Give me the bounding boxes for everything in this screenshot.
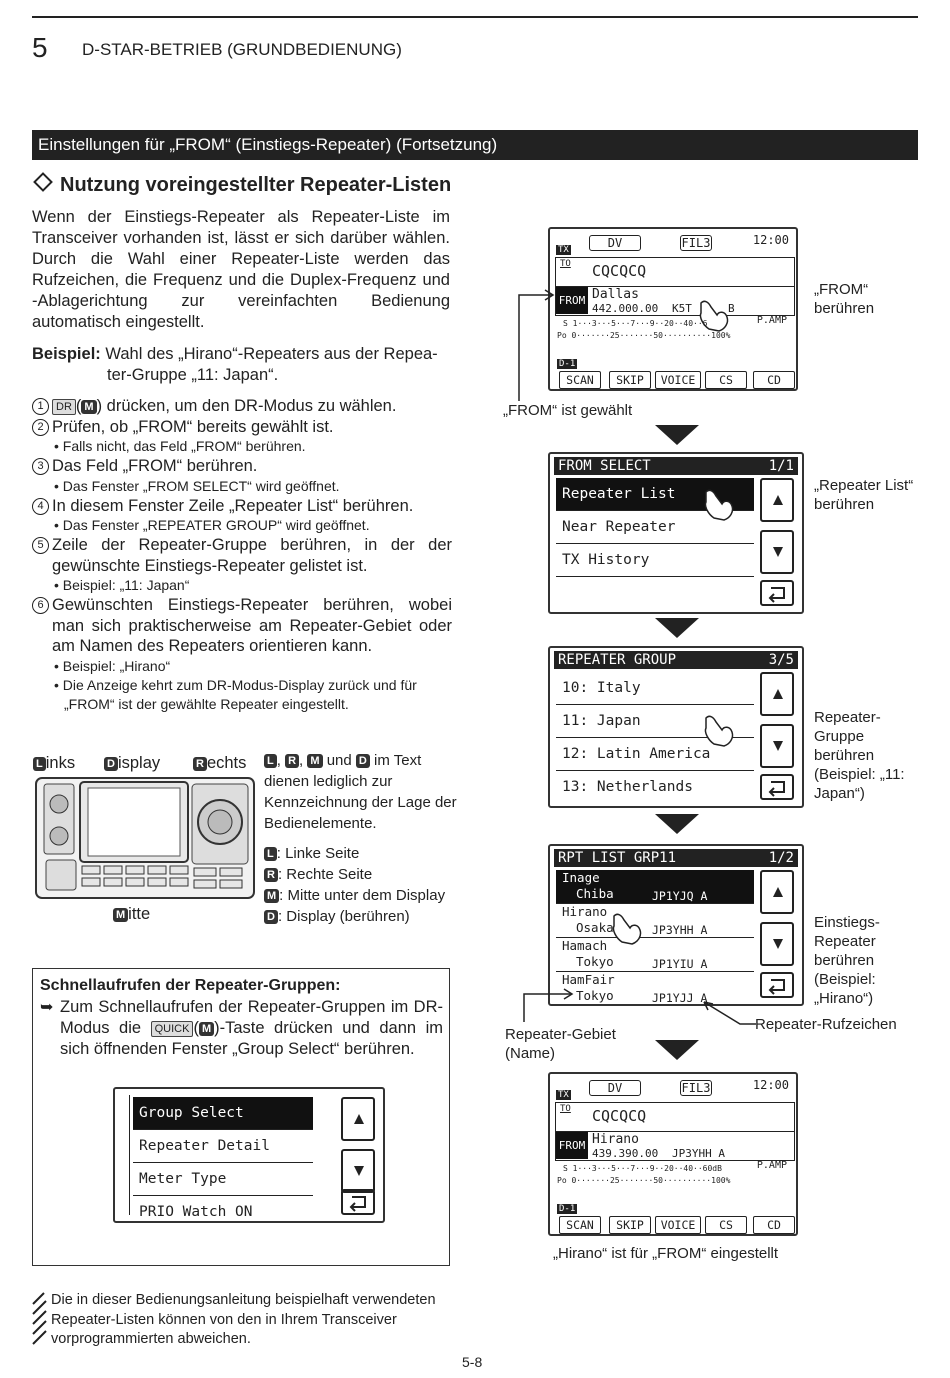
area-pointer-line — [520, 988, 580, 1024]
list-item-group[interactable]: 11: Japan — [556, 705, 754, 738]
repeater-area: Chiba — [576, 886, 614, 901]
cd-button[interactable]: CD — [753, 371, 795, 389]
quick-menu-item-prio-watch[interactable]: PRIO Watch ON — [139, 1204, 253, 1220]
from-select-side — [760, 478, 796, 606]
repeater-callsign-label: Repeater-Rufzeichen — [755, 1016, 897, 1033]
r-key-icon: R — [285, 754, 299, 768]
dr-screen-before — [548, 227, 798, 391]
dr-screen-after — [548, 1072, 798, 1236]
up-arrow-icon — [773, 887, 783, 897]
m-key-icon: M — [81, 400, 96, 414]
s-meter-scale: S 1···3···5···7···9··20··40··60dB — [563, 1164, 722, 1173]
down-arrow-icon — [773, 741, 783, 751]
legend-text: : Rechte Seite — [277, 866, 373, 883]
touch-hand-icon — [700, 484, 740, 524]
step-sub: • Beispiel: „Hirano“ — [54, 657, 171, 674]
step — [32, 496, 452, 536]
quick-menu-screen — [113, 1087, 385, 1223]
quick-text-a: Zum Schnellaufrufen der Repeater-Gruppen im DR-Modus die — [60, 998, 443, 1037]
legend-text: : Linke Seite — [276, 845, 360, 862]
from-label: FROM — [556, 1132, 588, 1159]
back-arrow-icon — [762, 974, 792, 996]
quick-box-title: Schnellaufrufen der Repeater-Gruppen: — [40, 977, 341, 994]
step-number: 4 — [32, 498, 49, 515]
dv-mode-badge: DV — [589, 1080, 641, 1096]
mitte-label — [113, 905, 150, 924]
note-hatch-icon — [32, 1292, 48, 1346]
links-text: inks — [45, 754, 76, 772]
step-text: Das Feld „FROM“ berühren. — [52, 457, 258, 475]
back-arrow-icon — [762, 582, 792, 604]
scroll-up-button[interactable] — [760, 478, 794, 522]
step-text: Zeile der Repeater-Gruppe berühren, in der der gewünschte Einstiegs-Repeater gelistet ist. — [52, 536, 452, 575]
cs-button[interactable]: CS — [705, 371, 747, 389]
rpt-list-callout: Einstiegs-Repeater berühren (Beispiel: „Hirano“) — [814, 914, 880, 1007]
repeater-area: Osaka — [576, 920, 614, 935]
clock: 12:00 — [752, 233, 789, 247]
to-label: TO — [560, 1104, 571, 1114]
from-field[interactable] — [555, 1131, 795, 1161]
scroll-down-button[interactable] — [760, 530, 794, 574]
legend-text: : Display (berühren) — [277, 908, 410, 925]
step — [32, 456, 452, 496]
list-item-tx-history[interactable]: TX History — [556, 544, 754, 577]
to-label: TO — [560, 259, 571, 269]
filter-badge: FIL3 — [681, 1081, 711, 1095]
l-key-icon: L — [264, 847, 277, 861]
rpt-list-side — [760, 870, 796, 998]
legend-item — [264, 885, 464, 906]
down-arrow-icon — [655, 814, 699, 834]
chapter-number: 5 — [32, 32, 48, 63]
list-item-group[interactable]: 12: Latin America — [556, 738, 754, 771]
scroll-up-button[interactable] — [341, 1097, 375, 1141]
skip-button[interactable]: SKIP — [609, 1216, 651, 1234]
rpt-list-window — [548, 844, 804, 1006]
from-selected-caption: „FROM“ ist gewählt — [503, 402, 633, 419]
scroll-down-button[interactable] — [760, 724, 794, 768]
hirano-set-caption: „Hirano“ ist für „FROM“ eingestellt — [553, 1245, 779, 1262]
up-arrow-icon — [773, 689, 783, 699]
dr-key-icon: DR — [52, 399, 76, 415]
repeater-area: Tokyo — [576, 954, 614, 969]
display-text: isplay — [117, 754, 161, 772]
from-label: FROM — [556, 287, 588, 314]
m-key-icon: M — [264, 889, 279, 903]
list-item-repeater[interactable] — [556, 870, 754, 904]
voice-button[interactable]: VOICE — [655, 371, 701, 389]
from-callsign: JP3YHH A — [672, 1147, 725, 1160]
clock: 12:00 — [752, 1078, 789, 1092]
down-arrow-icon — [655, 618, 699, 638]
repeater-name: Hamach — [562, 938, 608, 953]
repeater-name: HamFair — [562, 972, 615, 987]
legend-text: : Mitte unter dem Display — [279, 887, 446, 904]
step-sub: • Die Anzeige kehrt zum DR-Modus-Display zurück und für „FROM“ ist der gewählte Repeater eingestellt. — [54, 676, 417, 712]
chapter-title: D-STAR-BETRIEB (GRUNDBEDIENUNG) — [82, 40, 402, 59]
to-field[interactable] — [555, 257, 795, 287]
repeater-callsign: JP1YJQ A — [652, 889, 708, 903]
quick-recall-box — [32, 968, 450, 1266]
m-key-icon: M — [199, 1022, 214, 1036]
d1-indicator: D-1 — [559, 359, 576, 369]
legend-item — [264, 843, 464, 864]
d1-indicator: D-1 — [559, 1204, 576, 1214]
quick-menu-item-meter-type[interactable]: Meter Type — [133, 1163, 313, 1196]
example-line2: ter-Gruppe „11: Japan“. — [107, 366, 279, 384]
scan-button[interactable]: SCAN — [559, 371, 601, 389]
mitte-text: itte — [128, 905, 151, 923]
page-indicator: 1/2 — [768, 850, 794, 866]
to-value: CQCQCQ — [592, 262, 647, 280]
back-button[interactable] — [341, 1189, 375, 1215]
d-key-icon: D — [356, 754, 370, 768]
window-title: REPEATER GROUP — [558, 652, 677, 668]
tx-indicator: TX — [558, 245, 569, 255]
po-meter-scale: Po 0·······25·······50··········100% — [557, 1176, 731, 1185]
d-key-icon: D — [104, 757, 118, 771]
touch-hand-icon — [695, 295, 735, 335]
window-title: RPT LIST GRP11 — [558, 850, 677, 866]
location-legend — [264, 843, 464, 927]
list-item-repeater[interactable] — [556, 904, 754, 938]
from-callsign: K5T — [672, 302, 692, 315]
step-number: 2 — [32, 419, 49, 436]
location-desc-text: im Text dienen lediglich zur Kennzeichnung der Lage der Bedienelemente. — [264, 752, 457, 832]
from-field[interactable] — [555, 286, 795, 316]
step-number: 3 — [32, 458, 49, 475]
separator: , — [299, 752, 308, 769]
step-text: Gewünschten Einstiegs-Repeater berühren, wobei man sich praktischerweise am Repeater-Gebiet oder am Namen des Repeaters orientieren kann. — [52, 596, 452, 655]
repeater-area-label: Repeater-Gebiet (Name) — [505, 1026, 616, 1062]
down-arrow-icon — [773, 939, 783, 949]
back-button[interactable] — [760, 774, 794, 800]
dv-mode-badge: DV — [589, 235, 641, 251]
step-sub: • Das Fenster „REPEATER GROUP“ wird geöffnet. — [54, 517, 370, 533]
page-indicator: 1/1 — [768, 458, 794, 474]
from-callsign-suffix: B — [728, 302, 735, 315]
scroll-up-button[interactable] — [760, 870, 794, 914]
quick-box-text: Zum Schnellaufrufen der Repeater-Gruppen im DR-Modus die QUICK ( M )-Taste drücken und dann im sich öffnenden Fenster „Group Select“ berühren. — [60, 998, 443, 1058]
legend-item — [264, 906, 464, 927]
list-item-repeater-list[interactable]: Repeater List — [556, 478, 754, 511]
repeater-area: Tokyo — [576, 988, 614, 1003]
step-text: In diesem Fenster Zeile „Repeater List“ berühren. — [52, 496, 414, 515]
from-touch-callout: „FROM“ berühren — [814, 281, 875, 317]
window-title-bar — [554, 849, 798, 867]
list-item-group[interactable]: 13: Netherlands — [562, 779, 693, 795]
step — [32, 417, 452, 457]
display-label — [104, 754, 160, 773]
l-key-icon: L — [264, 754, 277, 768]
transceiver-front-illustration — [34, 776, 256, 900]
subheading — [32, 174, 451, 197]
touch-hand-icon — [700, 710, 740, 750]
example-label: Beispiel: — [32, 345, 101, 363]
repeater-list-callout: „Repeater List“ berühren — [814, 477, 914, 513]
up-arrow-icon — [773, 495, 783, 505]
steps-list — [32, 396, 452, 714]
arrow-icon: ➥ — [40, 999, 54, 1016]
scan-button[interactable]: SCAN — [559, 1216, 601, 1234]
location-description — [264, 750, 459, 834]
quick-key-icon: QUICK — [151, 1021, 194, 1037]
m-key-icon: M — [307, 754, 322, 768]
legend-item — [264, 864, 464, 885]
from-name: Dallas — [592, 287, 639, 302]
scroll-down-button[interactable] — [341, 1149, 375, 1193]
callsign-pointer-line — [700, 1000, 760, 1030]
scroll-down-button[interactable] — [760, 922, 794, 966]
step-text: Prüfen, ob „FROM“ bereits gewählt ist. — [52, 417, 334, 436]
subheading-text: Nutzung voreingestellter Repeater-Listen — [60, 174, 452, 196]
top-rule — [32, 16, 918, 18]
quick-menu-list — [133, 1097, 313, 1229]
footnote: Die in dieser Bedienungsanleitung beispielhaft verwendeten Repeater-Listen können von den in Ihrem Transceiver vorprogrammierten abweichen. — [51, 1292, 436, 1347]
tx-indicator: TX — [558, 1090, 569, 1100]
r-key-icon: R — [264, 868, 278, 882]
step-text: ) drücken, um den DR-Modus zu wählen. — [96, 397, 397, 415]
example-line1: Wahl des „Hirano“-Repeaters aus der Repea- — [105, 345, 438, 363]
from-name: Hirano — [592, 1132, 639, 1147]
from-frequency: 439.390.00 — [592, 1147, 659, 1160]
quick-text-b: )-Taste drücken und dann im sich öffnenden Fenster „Group Select“ berühren. — [60, 1019, 443, 1058]
page-indicator: 3/5 — [768, 652, 794, 668]
from-select-window — [548, 452, 804, 614]
l-key-icon: L — [33, 757, 46, 771]
repeater-group-window — [548, 646, 804, 808]
list-item-empty — [556, 577, 754, 610]
rpt-list — [556, 870, 754, 1005]
section-bar: Einstellungen für „FROM“ (Einstiegs-Repeater) (Fortsetzung) — [32, 130, 918, 160]
quick-menu-item-repeater-detail[interactable]: Repeater Detail — [133, 1130, 313, 1163]
rechts-text: echts — [206, 754, 247, 772]
diamond-icon — [33, 172, 53, 192]
step — [32, 595, 452, 714]
page-number: 5-8 — [462, 1354, 483, 1370]
window-title-bar — [554, 651, 798, 669]
step-sub: • Falls nicht, das Feld „FROM“ berühren. — [54, 438, 306, 454]
s-meter-scale: S 1···3···5···7···9··20··40··6 — [563, 319, 708, 328]
window-title: FROM SELECT — [558, 458, 651, 474]
window-title-bar — [554, 457, 798, 475]
back-arrow-icon — [762, 776, 792, 798]
separator: , — [276, 752, 286, 769]
separator: und — [322, 752, 356, 769]
repeater-group-callout: Repeater-Gruppe berühren (Beispiel: „11: Japan“) — [814, 709, 905, 802]
skip-button[interactable]: SKIP — [609, 371, 651, 389]
back-arrow-icon — [343, 1191, 373, 1213]
scroll-up-button[interactable] — [760, 672, 794, 716]
cs-button[interactable]: CS — [705, 1216, 747, 1234]
down-arrow-icon — [655, 1040, 699, 1060]
rechts-label — [193, 754, 246, 773]
from-pointer-line — [515, 285, 555, 405]
to-value: CQCQCQ — [592, 1107, 647, 1125]
list-item-repeater[interactable] — [556, 938, 754, 972]
screen-edge — [119, 1095, 130, 1215]
down-arrow-icon — [655, 425, 699, 445]
step-sub: • Das Fenster „FROM SELECT“ wird geöffnet. — [54, 477, 340, 494]
step-number: 1 — [32, 398, 49, 415]
list-item-group[interactable]: 10: Italy — [556, 672, 754, 705]
example — [32, 344, 452, 386]
preamp-indicator: P.AMP — [756, 1160, 787, 1171]
step-number: 5 — [32, 537, 49, 554]
to-field[interactable] — [555, 1102, 795, 1132]
po-meter-scale: Po 0·······25·······50··········100% — [557, 331, 731, 340]
intro-paragraph: Wenn der Einstiegs-Repeater als Repeater-Liste im Transceiver vorhanden ist, lässt er sich darüber wählen. Durch die Wahl einer Repeater-Liste werden das Rufzeichen, die Frequenz und die Duplex-Frequenz und -Ablagerichtung zur vereinfachten Bedienung automatisch eingestellt. — [32, 208, 450, 331]
repeater-group-side — [760, 672, 796, 800]
from-frequency: 442.000.00 — [592, 302, 659, 315]
repeater-callsign: JP1YJJ A — [652, 991, 708, 1005]
quick-menu-side — [341, 1097, 377, 1215]
r-key-icon: R — [193, 757, 207, 771]
back-button[interactable] — [760, 580, 794, 606]
repeater-callsign: JP3YHH A — [652, 923, 708, 937]
repeater-callsign: JP1YIU A — [652, 957, 708, 971]
filter-badge: FIL3 — [681, 236, 711, 250]
repeater-name: Hirano — [562, 904, 608, 919]
m-key-icon: M — [113, 908, 128, 922]
links-label — [33, 754, 75, 773]
step-sub: • Beispiel: „11: Japan“ — [54, 577, 190, 593]
quick-menu-item-group-select[interactable]: Group Select — [133, 1097, 313, 1130]
repeater-name: Inage — [562, 870, 600, 885]
cd-button[interactable]: CD — [753, 1216, 795, 1234]
voice-button[interactable]: VOICE — [655, 1216, 701, 1234]
step-number: 6 — [32, 597, 49, 614]
preamp-indicator: P.AMP — [756, 315, 787, 326]
down-arrow-icon — [354, 1166, 364, 1176]
list-item-near-repeater[interactable]: Near Repeater — [556, 511, 754, 544]
back-button[interactable] — [760, 972, 794, 998]
step — [32, 535, 452, 595]
touch-hand-icon — [608, 908, 648, 948]
down-arrow-icon — [773, 547, 783, 557]
d-key-icon: D — [264, 910, 278, 924]
up-arrow-icon — [354, 1114, 364, 1124]
step: 1 DR ( M ) drücken, um den DR-Modus zu wählen. — [32, 396, 452, 417]
